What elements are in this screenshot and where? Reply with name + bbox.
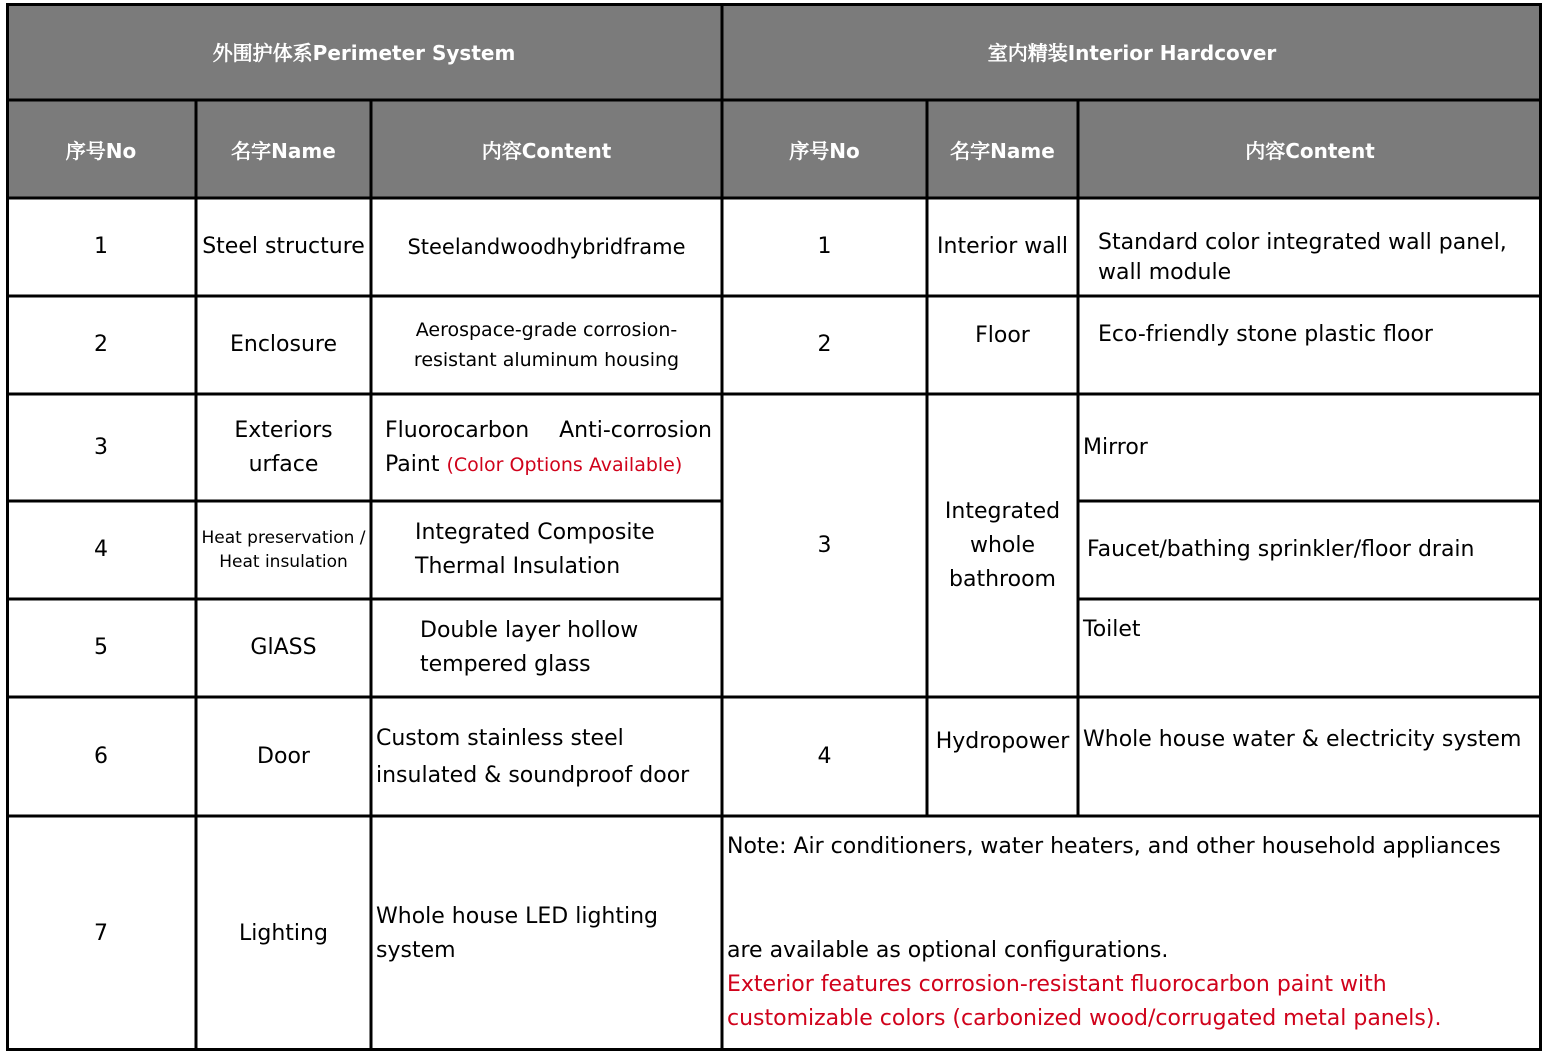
- interior-name-3: [927, 394, 1078, 697]
- row-content: Standard color integrated wall panel, wall module: [1098, 230, 1507, 285]
- perimeter-content-3: [371, 394, 722, 501]
- interior-col-content: [1078, 100, 1542, 198]
- note-line-1: Note: Air conditioners, water heaters, and other household appliances: [727, 834, 1501, 859]
- interior-no-4: [722, 697, 927, 816]
- perimeter-no-4: [6, 501, 196, 599]
- interior-title: 室内精装Interior Hardcover: [987, 41, 1277, 65]
- row-name: Integrated whole bathroom: [944, 498, 1061, 592]
- interior-name-2: [927, 296, 1078, 394]
- perimeter-name-3: [196, 394, 371, 501]
- interior-no-3: [722, 394, 927, 697]
- row-content: Fluorocarbon Anti-corrosion Paint: [385, 417, 712, 477]
- row-content: Integrated Composite Thermal Insulation: [415, 520, 655, 579]
- row-content: Mirror: [1083, 434, 1148, 460]
- row-content: Whole house water & electricity system: [1083, 727, 1522, 752]
- row-no: 4: [817, 743, 832, 769]
- row-content: Aerospace-grade corrosion-resistant aluminum housing: [413, 319, 680, 371]
- perimeter-no-1: [6, 198, 196, 296]
- interior-content-2: [1078, 296, 1542, 394]
- row-content: Whole house LED lighting system: [376, 903, 659, 963]
- spec-table: [6, 3, 1542, 1051]
- row-content: Toilet: [1083, 617, 1141, 642]
- col-name-label: 名字Name: [950, 138, 1055, 163]
- note-line-2: are available as optional configurations.: [727, 938, 1169, 963]
- row-content: Faucet/bathing sprinkler/floor drain: [1087, 537, 1475, 562]
- row-name: Heat preservation / Heat insulation: [201, 528, 366, 572]
- row-content: Steelandwoodhybridframe: [407, 235, 686, 259]
- note-red-line-2: customizable colors (carbonized wood/corrugated metal panels).: [727, 1006, 1442, 1031]
- interior-col-name: [927, 100, 1078, 198]
- row-no: 1: [94, 234, 108, 259]
- row-no: 7: [94, 920, 108, 946]
- interior-name-1: [927, 198, 1078, 296]
- interior-name-4: [927, 697, 1078, 816]
- row-name: Hydropower: [935, 729, 1070, 754]
- interior-no-2: [722, 296, 927, 394]
- row-content: Custom stainless steel insulated & soundproof door: [376, 725, 690, 788]
- row-name: Interior wall: [937, 234, 1068, 259]
- bathroom-item-mirror: [1078, 394, 1542, 501]
- row-content: Double layer hollow tempered glass: [420, 618, 639, 677]
- row-no: 3: [817, 532, 832, 558]
- exterior-paint-text: [385, 414, 712, 482]
- perimeter-content-6: [371, 697, 722, 816]
- perimeter-content-7: [371, 816, 722, 1051]
- note-red-line-1: Exterior features corrosion-resistant fluorocarbon paint with: [727, 972, 1387, 997]
- perimeter-no-3: [6, 394, 196, 501]
- perimeter-name-6: [196, 697, 371, 816]
- perimeter-content-1: [371, 198, 722, 296]
- perimeter-name-4: [196, 501, 371, 599]
- perimeter-no-5: [6, 599, 196, 697]
- interior-section-header: [722, 3, 1542, 100]
- interior-no-1: [722, 198, 927, 296]
- perimeter-name-7: [196, 816, 371, 1051]
- note-cell: [722, 816, 1542, 1051]
- perimeter-no-6: [6, 697, 196, 816]
- perimeter-col-content: [371, 100, 722, 198]
- row-no: 4: [94, 537, 108, 562]
- row-no: 6: [94, 743, 108, 769]
- color-options-note: (Color Options Available): [446, 453, 683, 476]
- row-content: Eco-friendly stone plastic floor: [1098, 322, 1433, 347]
- col-no-label: 序号No: [65, 138, 137, 163]
- perimeter-no-2: [6, 296, 196, 394]
- perimeter-name-5: [196, 599, 371, 697]
- perimeter-title: 外围护体系Perimeter System: [212, 41, 516, 65]
- perimeter-no-7: [6, 816, 196, 1051]
- perimeter-content-4: [371, 501, 722, 599]
- row-name: Enclosure: [229, 332, 337, 357]
- bathroom-item-faucet: [1078, 501, 1542, 599]
- row-name: Door: [257, 743, 310, 769]
- row-name: Exteriors urface: [234, 417, 333, 477]
- perimeter-col-name: [196, 100, 371, 198]
- perimeter-content-5: [371, 599, 722, 697]
- col-content-label: 内容Content: [1245, 138, 1375, 163]
- row-name: GlASS: [250, 635, 317, 660]
- row-no: 5: [94, 635, 108, 660]
- perimeter-name-2: [196, 296, 371, 394]
- interior-col-no: [722, 100, 927, 198]
- row-name: Steel structure: [202, 234, 365, 259]
- row-name: Lighting: [239, 920, 328, 946]
- perimeter-section-header: [6, 3, 722, 100]
- interior-content-1: [1078, 198, 1542, 296]
- perimeter-col-no: [6, 100, 196, 198]
- perimeter-content-2: [371, 296, 722, 394]
- perimeter-name-1: [196, 198, 371, 296]
- col-name-label: 名字Name: [231, 138, 336, 163]
- row-no: 2: [817, 332, 832, 357]
- row-no: 3: [94, 434, 108, 460]
- bathroom-item-toilet: [1078, 599, 1542, 697]
- row-no: 1: [817, 234, 832, 259]
- col-content-label: 内容Content: [481, 138, 612, 163]
- row-name: Floor: [975, 323, 1030, 348]
- col-no-label: 序号No: [789, 138, 860, 163]
- row-no: 2: [94, 332, 108, 357]
- interior-content-4: [1078, 697, 1542, 816]
